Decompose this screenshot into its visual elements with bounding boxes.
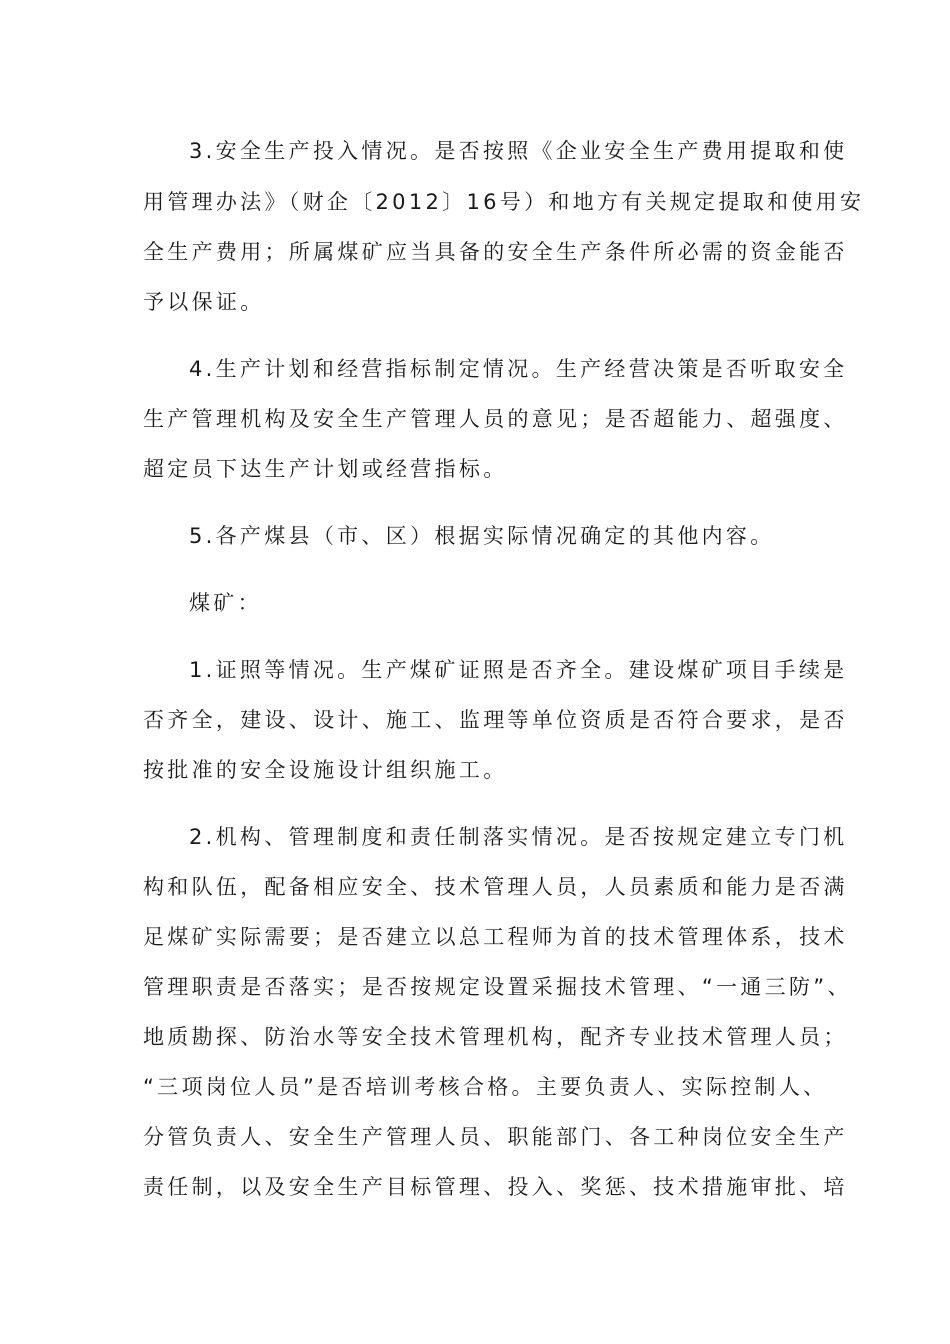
mine-item-2-line-2: 构和队伍，配备相应安全、技术管理人员，人员素质和能力是否满 <box>143 875 848 899</box>
mine-item-1-line-1: 1.证照等情况。生产煤矿证照是否齐全。建设煤矿项目手续是 <box>189 658 848 682</box>
mine-item-2-line-5: 地质勘探、防治水等安全技术管理机构，配齐专业技术管理人员； <box>143 1025 848 1049</box>
paragraph-3-line-3: 全生产费用；所属煤矿应当具备的安全生产条件所必需的资金能否 <box>143 240 848 264</box>
mine-item-2-line-6: “三项岗位人员”是否培训考核合格。主要负责人、实际控制人、 <box>143 1075 828 1099</box>
mine-item-2-line-8: 责任制，以及安全生产目标管理、投入、奖惩、技术措施审批、培 <box>143 1175 848 1199</box>
paragraph-4-line-1: 4.生产计划和经营指标制定情况。生产经营决策是否听取安全 <box>189 357 848 381</box>
mine-item-1-line-2: 否齐全，建设、设计、施工、监理等单位资质是否符合要求，是否 <box>143 708 848 732</box>
coal-mine-heading: 煤矿： <box>189 591 262 615</box>
mine-item-2-line-1: 2.机构、管理制度和责任制落实情况。是否按规定建立专门机 <box>189 825 848 849</box>
paragraph-4-line-2: 生产管理机构及安全生产管理人员的意见；是否超能力、超强度、 <box>143 407 848 431</box>
mine-item-2-line-3: 足煤矿实际需要；是否建立以总工程师为首的技术管理体系，技术 <box>143 925 848 949</box>
mine-item-2-line-4: 管理职责是否落实；是否按规定设置采掘技术管理、“一通三防”、 <box>143 975 852 999</box>
paragraph-3-line-2: 用管理办法》（财企〔2012〕16号）和地方有关规定提取和使用安 <box>143 190 865 214</box>
paragraph-3-line-1: 3.安全生产投入情况。是否按照《企业安全生产费用提取和使 <box>189 139 848 163</box>
paragraph-3-line-4: 予以保证。 <box>143 290 265 314</box>
mine-item-1-line-3: 按批准的安全设施设计组织施工。 <box>143 758 508 782</box>
mine-item-2-line-7: 分管负责人、安全生产管理人员、职能部门、各工种岗位安全生产 <box>143 1125 848 1149</box>
paragraph-5-line-1: 5.各产煤县（市、区）根据实际情况确定的其他内容。 <box>189 524 775 548</box>
paragraph-4-line-3: 超定员下达生产计划或经营指标。 <box>143 457 508 481</box>
